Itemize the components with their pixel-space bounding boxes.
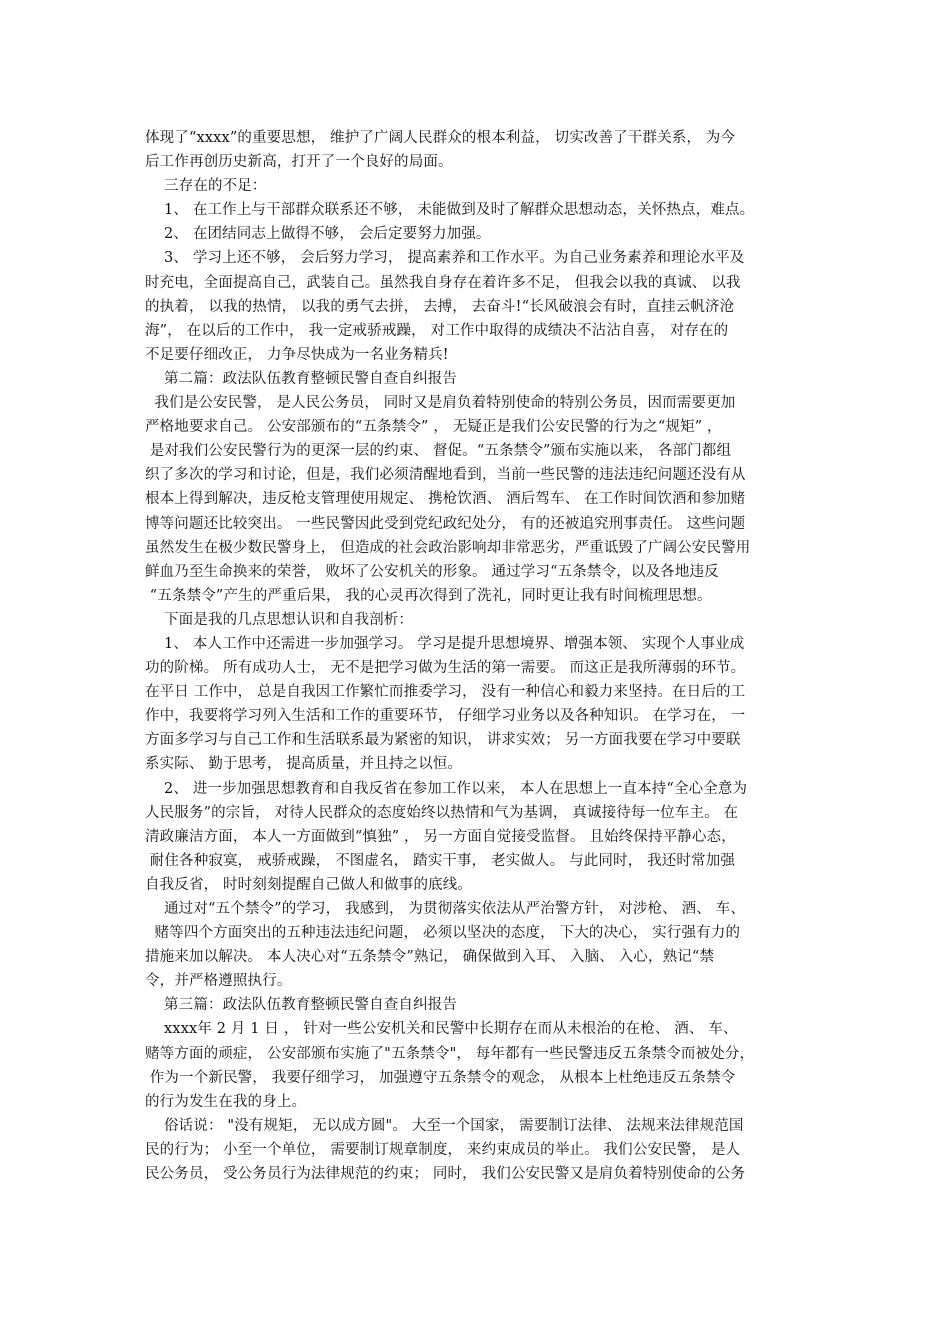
text-line: 根本上得到解决，违反枪支管理使用规定、 携枪饮酒、 酒后驾车、 在工作时间饮酒和参加赌 <box>145 491 746 508</box>
text-line: 体现了“xxxx”的重要思想， 维护了广阔人民群众的根本利益， 切实改善了干群关系， 为今 <box>145 130 736 146</box>
text-line: 民公务员， 受公务员行为法律规范的约束； 同时， 我们公安民警又是肩负着特别使命的公务 <box>145 1166 746 1183</box>
text-line: 虽然发生在极少数民警身上， 但造成的社会政治影响却非常恶劣，严重诋毁了广阔公安民警用 <box>145 539 751 556</box>
text-line: 不足要仔细改正， 力争尽快成为一名业务精兵! <box>145 346 449 363</box>
text-line: 1、 本人工作中还需进一步加强学习。 学习是提升思想境界、增强本领、 实现个人事业成 <box>145 635 745 652</box>
text-line: 在平日 工作中， 总是自我因工作繁忙而推委学习， 没有一种信心和毅力来坚持。在日后的工 <box>145 684 746 701</box>
text-line: 功的阶梯。 所有成功人士， 无不是把学习做为生活的第一需要。 而这正是我所薄弱的环节。 <box>145 660 746 677</box>
text-line: “五条禁令”产生的严重后果， 我的心灵再次得到了洗礼，同时更让我有时间梳理思想。 <box>145 587 712 604</box>
text-line: 自我反省， 时时刻刻提醒自己做人和做事的底线。 <box>145 876 473 893</box>
text-line: xxxx年 2 月 1 日 ， 针对一些公安机关和民警中长期存在而从未根治的在枪、 酒、 车、 <box>145 1021 738 1038</box>
text-line: 通过对“五个禁令”的学习， 我感到， 为贯彻落实依法从严治警方针， 对涉枪、 酒、 车、 <box>145 901 746 917</box>
section-heading: 第三篇：政法队伍教育整顿民警自查自纠报告 <box>145 997 458 1014</box>
text-line: 赌等四个方面突出的五种违法违纪问题， 必须以坚决的态度， 下大的决心， 实行强有力的 <box>145 925 741 942</box>
text-line: 博等问题还比较突出。 一些民警因此受到党纪政纪处分， 有的还被追究刑事责任。 这些问题 <box>145 515 746 532</box>
text-line: 措施来加以解决。 本人决心对“五条禁令”熟记， 确保做到入耳、 入脑、 入心，熟记“禁 <box>145 949 715 966</box>
text-line: 系实际、 勤于思考， 提高质量，并且持之以恒。 <box>145 756 463 773</box>
text-line: 我们是公安民警， 是人民公务员， 同时又是肩负着特别使命的特别公务员，因而需要更加 <box>145 395 736 412</box>
text-line: 海”， 在以后的工作中， 我一定戒骄戒躁， 对工作中取得的成绩决不沾沾自喜， 对存在的 <box>145 322 729 339</box>
text-line: 人民服务”的宗旨， 对待人民群众的态度始终以热情和气为基调， 真诚接待每一位车主。 在 <box>145 804 739 821</box>
text-line: 三存在的不足： <box>145 178 267 195</box>
text-line: 赌等方面的顽症， 公安部颁布实施了"五条禁令"， 每年都有一些民警违反五条禁令而被处分， <box>145 1045 755 1062</box>
text-line: 1、 在工作上与干部群众联系还不够， 未能做到及时了解群众思想动态，关怀热点，难点。 <box>145 202 755 219</box>
text-line: 3、 学习上还不够， 会后努力学习， 提高素养和工作水平。为自己业务素养和理论水平及 <box>145 250 745 267</box>
text-line: 民的行为； 小至一个单位， 需要制订规章制度， 来约束成员的举止。 我们公安民警， 是人 <box>145 1141 741 1158</box>
text-line: 令，并严格遵照执行。 <box>145 973 292 990</box>
text-line: 2、 在团结同志上做得不够， 会后定要努力加强。 <box>145 226 491 243</box>
document-body <box>145 126 835 1186</box>
text-line: 后工作再创历史新高，打开了一个良好的局面。 <box>145 154 453 171</box>
text-line: 鲜血乃至生命换来的荣誉， 败坏了公安机关的形象。 通过学习“五条禁令，以及各地违反 <box>145 563 719 580</box>
text-line: 方面多学习与自己工作和生活联系最为紧密的知识， 讲求实效； 另一方面我要在学习中要联 <box>145 732 741 749</box>
section-heading: 第二篇：政法队伍教育整顿民警自查自纠报告 <box>145 370 458 387</box>
text-line: 俗话说： "没有规矩， 无以成方圆"。 大至一个国家， 需要制订法律、 法规来法律规范国 <box>145 1117 744 1134</box>
text-line: 时充电，全面提高自己，武装自己。虽然我自身存在着许多不足， 但我会以我的真诚、 以我 <box>145 274 741 291</box>
text-line: 是对我们公安民警行为的更深一层的约束、 督促。“五条禁令”颁布实施以来， 各部门都组 <box>145 443 732 460</box>
text-line: 的行为发生在我的身上。 <box>145 1093 307 1110</box>
text-line: 清政廉洁方面， 本人一方面做到“慎独” ， 另一方面自觉接受监督。 且始终保持平静心态， <box>145 828 736 845</box>
text-line: 2、 进一步加强思想教育和自我反省在参加工作以来， 本人在思想上一直本持“全心全意为 <box>145 780 748 797</box>
text-line: 下面是我的几点思想认识和自我剖析： <box>145 611 414 628</box>
text-line: 作为一个新民警， 我要仔细学习， 加强遵守五条禁令的观念， 从根本上杜绝违反五条禁令 <box>145 1069 736 1086</box>
text-line: 作中，我要将学习列入生活和工作的重要环节， 仔细学习业务以及各种知识。 在学习在， 一 <box>145 708 746 725</box>
text-line: 的执着， 以我的热情， 以我的勇气去拼， 去搏， 去奋斗!“长风破浪会有时，直挂云帆济沧 <box>145 298 735 315</box>
text-line: 织了多次的学习和讨论，但是，我们必须清醒地看到，当前一些民警的违法违纪问题还没有从 <box>145 467 746 484</box>
text-line: 严格地要求自己。 公安部颁布的“五条禁令” ， 无疑正是我们公安民警的行为之“规矩” ， <box>145 419 722 436</box>
text-line: 耐住各种寂寞， 戒骄戒躁， 不图虚名， 踏实干事， 老实做人。 与此同时， 我还时常加强 <box>145 852 736 869</box>
